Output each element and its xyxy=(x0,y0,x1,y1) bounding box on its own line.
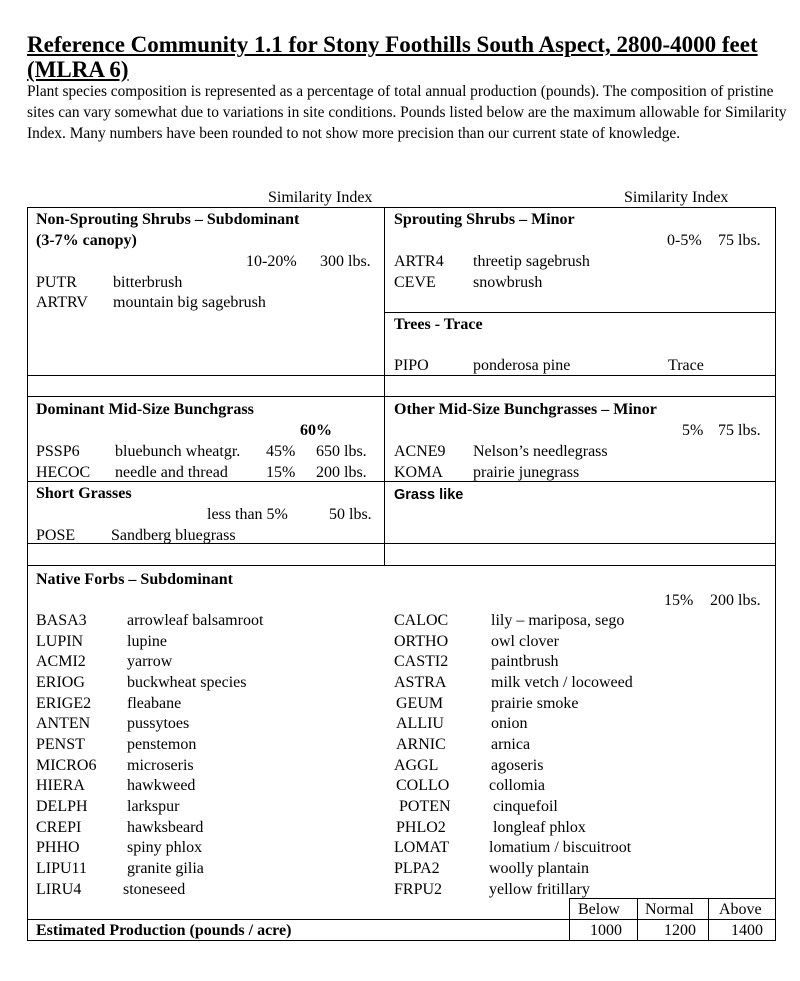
species-pounds: 650 lbs. xyxy=(316,443,367,460)
species-code: LIPU11 xyxy=(36,860,87,877)
non-sprouting-percent: 10-20% xyxy=(246,253,297,270)
species-code: CEVE xyxy=(394,274,436,291)
species-name: buckwheat species xyxy=(127,674,247,691)
short-grasses-percent: less than 5% xyxy=(207,506,288,523)
production-value-below: 1000 xyxy=(590,922,622,939)
species-name: threetip sagebrush xyxy=(473,253,590,270)
species-name: bluebunch wheatgr. xyxy=(115,443,241,460)
species-code: PHHO xyxy=(36,839,80,856)
trees-heading: Trees - Trace xyxy=(394,316,483,333)
species-code: FRPU2 xyxy=(394,881,443,898)
production-value-above: 1400 xyxy=(731,922,763,939)
species-name: arnica xyxy=(491,736,531,753)
species-code: ARTR4 xyxy=(394,253,444,270)
species-percent: 45% xyxy=(266,443,296,460)
species-code: LIRU4 xyxy=(36,881,82,898)
species-name: prairie smoke xyxy=(491,695,579,712)
species-code: CASTI2 xyxy=(394,653,449,670)
species-name: fleabane xyxy=(127,695,182,712)
species-name: lupine xyxy=(127,633,167,650)
species-code: ACNE9 xyxy=(394,443,446,460)
non-sprouting-canopy: (3-7% canopy) xyxy=(36,232,137,249)
species-code: PIPO xyxy=(394,357,429,374)
species-name: onion xyxy=(491,715,528,732)
species-code: ARNIC xyxy=(396,736,446,753)
species-name: prairie junegrass xyxy=(473,464,580,481)
species-name: granite gilia xyxy=(127,860,204,877)
production-header-normal: Normal xyxy=(645,901,694,918)
species-code: PSSP6 xyxy=(36,443,80,460)
species-code: POSE xyxy=(36,527,76,544)
species-name: stoneseed xyxy=(123,881,186,898)
species-code: CALOC xyxy=(394,612,449,629)
species-code: HIERA xyxy=(36,777,85,794)
species-code: COLLO xyxy=(396,777,450,794)
forbs-pounds: 200 lbs. xyxy=(710,592,761,609)
dominant-bunchgrass-total: 60% xyxy=(300,422,332,439)
species-code: PHLO2 xyxy=(396,819,446,836)
species-code: GEUM xyxy=(396,695,444,712)
species-name: cinquefoil xyxy=(493,798,558,815)
species-name: ponderosa pine xyxy=(473,357,571,374)
species-code: ASTRA xyxy=(394,674,447,691)
species-name: woolly plantain xyxy=(489,860,589,877)
species-code: LOMAT xyxy=(394,839,450,856)
species-code: HECOC xyxy=(36,464,91,481)
production-header-above: Above xyxy=(719,901,762,918)
species-name: spiny phlox xyxy=(127,839,203,856)
species-name: arrowleaf balsamroot xyxy=(127,612,264,629)
species-name: yellow fritillary xyxy=(489,881,590,898)
sprouting-pounds: 75 lbs. xyxy=(718,232,761,249)
species-name: yarrow xyxy=(127,653,173,670)
species-code: POTEN xyxy=(399,798,451,815)
species-name: mountain big sagebrush xyxy=(113,294,266,311)
similarity-index-label-left: Similarity Index xyxy=(268,189,373,206)
forbs-percent: 15% xyxy=(664,592,694,609)
trees-amount: Trace xyxy=(668,357,704,374)
species-code: PUTR xyxy=(36,274,77,291)
sprouting-heading: Sprouting Shrubs – Minor xyxy=(394,211,575,228)
species-percent: 15% xyxy=(266,464,296,481)
species-code: PENST xyxy=(36,736,85,753)
non-sprouting-pounds: 300 lbs. xyxy=(320,253,371,270)
species-code: PLPA2 xyxy=(394,860,440,877)
species-name: lily – mariposa, sego xyxy=(491,612,625,629)
species-name: larkspur xyxy=(127,798,180,815)
species-name: longleaf phlox xyxy=(493,819,586,836)
species-code: ERIGE2 xyxy=(36,695,92,712)
species-name: Nelson’s needlegrass xyxy=(473,443,608,460)
sprouting-percent: 0-5% xyxy=(667,232,702,249)
short-grasses-heading: Short Grasses xyxy=(36,485,132,502)
species-code: MICRO6 xyxy=(36,757,97,774)
species-code: ACMI2 xyxy=(36,653,86,670)
species-pounds: 200 lbs. xyxy=(316,464,367,481)
species-name: hawksbeard xyxy=(127,819,204,836)
species-code: ERIOG xyxy=(36,674,85,691)
production-label: Estimated Production (pounds / acre) xyxy=(36,922,292,939)
species-code: KOMA xyxy=(394,464,443,481)
species-code: CREPI xyxy=(36,819,82,836)
other-bunchgrass-heading: Other Mid-Size Bunchgrasses – Minor xyxy=(394,401,657,418)
species-name: collomia xyxy=(489,777,545,794)
species-name: milk vetch / locoweed xyxy=(491,674,633,691)
species-code: ANTEN xyxy=(36,715,91,732)
species-code: BASA3 xyxy=(36,612,87,629)
species-name: Sandberg bluegrass xyxy=(111,527,236,544)
dominant-bunchgrass-heading: Dominant Mid-Size Bunchgrass xyxy=(36,401,254,418)
species-name: paintbrush xyxy=(491,653,559,670)
species-code: DELPH xyxy=(36,798,88,815)
species-code: LUPIN xyxy=(36,633,84,650)
intro-paragraph: Plant species composition is represented as a percentage of total annual production (pounds). The composition of pristine sites can vary somewhat due to variations in site conditions. Pounds listed below are the maximum allowable for Similarity Index. Many numbers have been rounded to not show more precision than our current state of knowledge. xyxy=(27,83,787,142)
grass-like-heading: Grass like xyxy=(394,487,464,503)
similarity-index-label-right: Similarity Index xyxy=(624,189,729,206)
species-code: ORTHO xyxy=(394,633,449,650)
species-code: ARTRV xyxy=(36,294,88,311)
species-code: AGGL xyxy=(394,757,439,774)
page-title: Reference Community 1.1 for Stony Foothills South Aspect, 2800-4000 feet (MLRA 6) xyxy=(27,32,758,82)
species-name: needle and thread xyxy=(115,464,228,481)
species-name: agoseris xyxy=(491,757,544,774)
other-bunchgrass-percent: 5% xyxy=(682,422,704,439)
species-code: ALLIU xyxy=(396,715,444,732)
species-name: owl clover xyxy=(491,633,559,650)
species-name: lomatium / biscuitroot xyxy=(489,839,632,856)
short-grasses-pounds: 50 lbs. xyxy=(329,506,372,523)
production-value-normal: 1200 xyxy=(664,922,696,939)
species-name: hawkweed xyxy=(127,777,196,794)
non-sprouting-heading: Non-Sprouting Shrubs – Subdominant xyxy=(36,211,300,228)
forbs-heading: Native Forbs – Subdominant xyxy=(36,571,233,588)
species-name: penstemon xyxy=(127,736,197,753)
species-name: microseris xyxy=(127,757,194,774)
species-name: bitterbrush xyxy=(113,274,183,291)
species-name: snowbrush xyxy=(473,274,543,291)
species-name: pussytoes xyxy=(127,715,190,732)
other-bunchgrass-pounds: 75 lbs. xyxy=(718,422,761,439)
production-header-below: Below xyxy=(578,901,620,918)
